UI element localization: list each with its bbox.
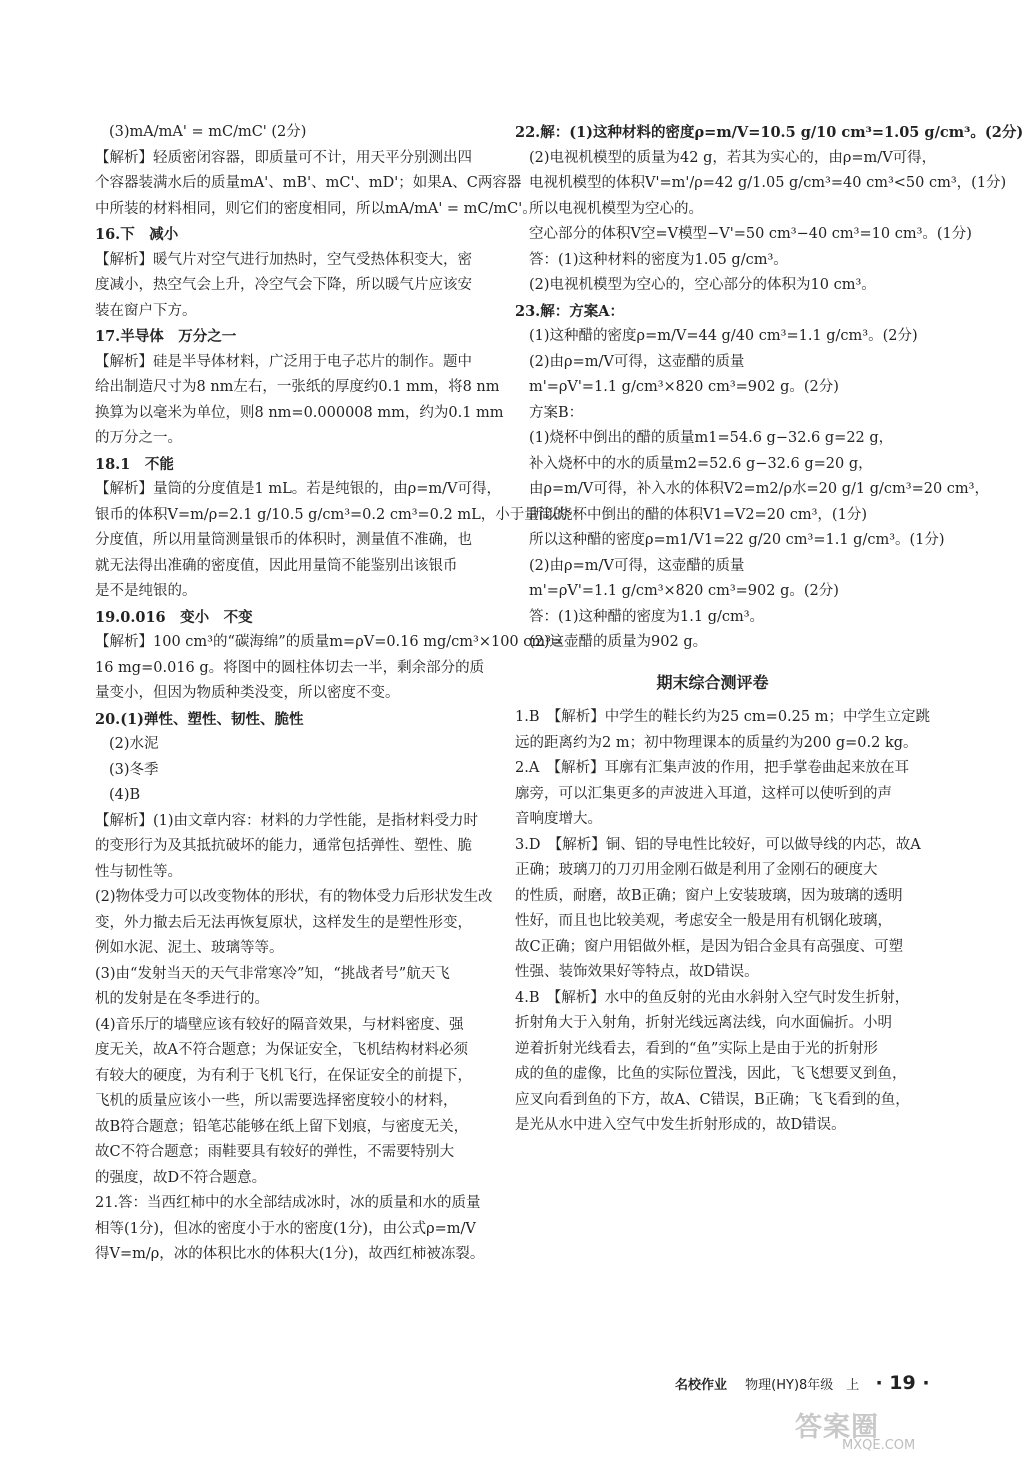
text-line: 分度值，所以用量筒测量银币的体积时，测量值不准确，也 [95,532,472,548]
text-line: (2)电视机模型的质量为42 g，若其为实心的，由ρ=m/V可得， [529,149,937,166]
text-line: 16.下 减小 [95,226,179,243]
text-line: (4)音乐厅的墙壁应该有较好的隔音效果，与材料密度、强 [95,1016,464,1033]
text-line: 机的发射是在冬季进行的。 [95,991,269,1007]
text-line: 19.0.016 变小 不变 [95,608,253,626]
text-line: 3.D 【解析】铜、铝的导电性比较好，可以做导线的内芯，故A [515,836,921,853]
text-line: (3)冬季 [109,761,159,778]
text-line: 22.解：(1)这种材料的密度ρ=m/V=10.5 g/10 cm³=1.05 g/cm³。(2分) [515,124,1023,141]
text-line: 补入烧杯中的水的质量m2=52.6 g−32.6 g=20 g， [529,455,873,472]
text-line: 逆着折射光线看去，看到的“鱼”实际上是由于光的折射形 [515,1040,878,1057]
text-line: 例如水泥、泥土、玻璃等等。 [95,940,284,956]
text-line: 中所装的材料相同，则它们的密度相同，所以mA/mA' = mC/mC'。 [95,200,537,217]
text-line: 故C正确；窗户用铝做外框，是因为铝合金具有高强度、可塑 [515,938,904,955]
text-line: (3)由“发射当天的天气非常寒冷”知，“挑战者号”航天飞 [95,965,450,982]
text-line: (1)这种醋的密度ρ=m/V=44 g/40 cm³=1.1 g/cm³。(2分) [529,328,918,344]
text-line: 的变形行为及其抵抗破坏的能力，通常包括弹性、塑性、脆 [95,838,472,854]
text-line: 所以烧杯中倒出的醋的体积V1=V2=20 cm³，(1分) [529,506,867,523]
text-line: 个容器装满水后的质量mA'、mB'、mC'、mD'；如果A、C两容器 [95,175,522,191]
text-line: 成的鱼的虚像，比鱼的实际位置浅，因此，飞飞想要叉到鱼， [515,1066,907,1082]
text-line: 故B符合题意；铅笔芯能够在纸上留下划痕，与密度无关， [95,1118,469,1135]
text-line: 【解析】(1)由文章内容：材料的力学性能，是指材料受力时 [95,812,479,829]
text-line: 廓旁，可以汇集更多的声波进入耳道，这样可以使听到的声 [515,785,892,802]
text-line: 23.解：方案A： [515,302,624,320]
right-column [515,120,1023,1139]
text-line: 换算为以毫米为单位，则8 nm=0.000008 mm，约为0.1 mm [95,404,504,421]
text-line: 是不是纯银的。 [95,583,197,599]
footer-brand: 名校作业 [675,1378,728,1393]
text-line: (3)mA/mA' = mC/mC' (2分) [109,124,307,140]
text-line: 2.A 【解析】耳廓有汇集声波的作用，把手掌卷曲起来放在耳 [515,760,910,776]
text-line: 16 mg=0.016 g。将图中的圆柱体切去一半，剩余部分的质 [95,659,485,676]
text-line: m'=ρV'=1.1 g/cm³×820 cm³=902 g。(2分) [529,583,839,599]
text-line: 答：(1)这种醋的密度为1.1 g/cm³。 [529,608,765,625]
text-line: 就无法得出准确的密度值，因此用量筒不能鉴别出该银币 [95,557,458,574]
text-line: 变，外力撤去后无法再恢复原状，这样发生的是塑性形变， [95,914,472,931]
section-title: 期末综合测评卷 [656,672,769,692]
text-line: 量变小，但因为物质种类没变，所以密度不变。 [95,685,400,701]
page-footer [675,1372,930,1394]
text-line: 电视机模型的体积V'=m'/ρ=42 g/1.05 g/cm³=40 cm³<50 cm³，(1分) [529,175,1007,191]
text-line: 空心部分的体积V空=V模型−V'=50 cm³−40 cm³=10 cm³。(1分) [529,226,972,242]
text-line: 相等(1分)，但冰的密度小于水的密度(1分)，由公式ρ=m/V [95,1220,476,1237]
text-line: 得V=m/ρ，冰的体积比水的体积大(1分)，故西红柿被冻裂。 [95,1246,485,1262]
text-line: 【解析】100 cm³的“碳海绵”的质量m=ρV=0.16 mg/cm³×100 cm³= [95,634,564,650]
text-line: 4.B 【解析】水中的鱼反射的光由水斜射入空气时发生折射， [515,989,910,1006]
text-line: 20.(1)弹性、塑性、韧性、脆性 [95,710,304,728]
watermark-url: MXQE.COM [842,1438,916,1453]
text-line: 故C不符合题意；雨鞋要具有较好的弹性，不需要特别大 [95,1144,455,1160]
text-line: 17.半导体 万分之一 [95,328,237,345]
text-line: 给出制造尺寸为8 nm左右，一张纸的厚度约0.1 mm，将8 nm [95,379,500,395]
text-line: 的性质，耐磨，故B正确；窗户上安装玻璃，因为玻璃的透明 [515,887,903,904]
text-line: 应叉向看到鱼的下方，故A、C错误，B正确；飞飞看到的鱼， [515,1091,910,1108]
text-line: 【解析】量筒的分度值是1 mL。若是纯银的，由ρ=m/V可得， [95,481,501,497]
text-line: (2)水泥 [109,736,159,752]
footer-subject: 物理(HY)8年级 上 [745,1378,860,1393]
text-line: 度减小，热空气会上升，冷空气会下降，所以暖气片应该安 [95,277,472,293]
text-line: 度无关，故A不符合题意；为保证安全，飞机结构材料必须 [95,1042,468,1058]
text-line: 所以电视机模型为空心的。 [529,200,703,217]
text-line: (2)由ρ=m/V可得，这壶醋的质量 [529,353,745,370]
text-line: (4)B [109,787,141,803]
text-line: 装在窗户下方。 [95,302,197,319]
page-number: · 19 · [875,1372,930,1394]
text-line: 1.B 【解析】中学生的鞋长约为25 cm=0.25 m；中学生立定跳 [515,709,930,725]
text-line: m'=ρV'=1.1 g/cm³×820 cm³=902 g。(2分) [529,379,839,395]
text-line: 银币的体积V=m/ρ=2.1 g/10.5 g/cm³=0.2 cm³=0.2 mL，小于量筒的 [95,506,568,523]
text-line: 性强、装饰效果好等特点，故D错误。 [515,964,759,980]
text-line: 答：(1)这种材料的密度为1.05 g/cm³。 [529,251,788,268]
text-line: (2)电视机模型为空心的，空心部分的体积为10 cm³。 [529,277,876,293]
text-line: (1)烧杯中倒出的醋的质量m1=54.6 g−32.6 g=22 g， [529,430,894,446]
text-line: 18.1 不能 [95,455,174,473]
text-line: 折射角大于入射角，折射光线远离法线，向水面偏折。小明 [515,1015,892,1031]
text-line: 正确；玻璃刀的刀刃用金刚石做是利用了金刚石的硬度大 [515,862,878,878]
text-line: 的万分之一。 [95,430,182,446]
text-line: (2)物体受力可以改变物体的形状，有的物体受力后形状发生改 [95,889,493,905]
text-line: 方案B： [529,404,584,421]
watermark-logo: 答案圈 [795,1412,879,1443]
text-line: 性与韧性等。 [95,863,182,880]
text-line: 所以这种醋的密度ρ=m1/V1=22 g/20 cm³=1.1 g/cm³。(1分) [529,532,945,548]
text-line: 21.答：当西红柿中的水全部结成冰时，冰的质量和水的质量 [95,1195,481,1211]
text-line: 是光从水中进入空气中发生折射形成的，故D错误。 [515,1117,846,1133]
text-line: 有较大的硬度，为有利于飞机飞行，在保证安全的前提下， [95,1067,472,1084]
text-line: 的强度，故D不符合题意。 [95,1169,267,1186]
text-line: 【解析】轻质密闭容器，即质量可不计，用天平分别测出四 [95,149,472,166]
text-line: 远的距离约为2 m；初中物理课本的质量约为200 g=0.2 kg。 [515,734,918,751]
text-line: 【解析】硅是半导体材料，广泛用于电子芯片的制作。题中 [95,353,472,370]
text-line: (2)这壶醋的质量为902 g。 [529,634,708,650]
text-line: (2)由ρ=m/V可得，这壶醋的质量 [529,557,745,574]
text-line: 性好，而且也比较美观，考虑安全一般是用有机钢化玻璃， [515,913,892,929]
text-line: 【解析】暖气片对空气进行加热时，空气受热体积变大，密 [95,251,472,268]
text-line: 由ρ=m/V可得，补入水的体积V2=m2/ρ水=20 g/1 g/cm³=20 cm³， [529,481,989,497]
text-line: 飞机的质量应该小一些，所以需要选择密度较小的材料， [95,1093,458,1109]
text-line: 音响度增大。 [515,811,602,827]
